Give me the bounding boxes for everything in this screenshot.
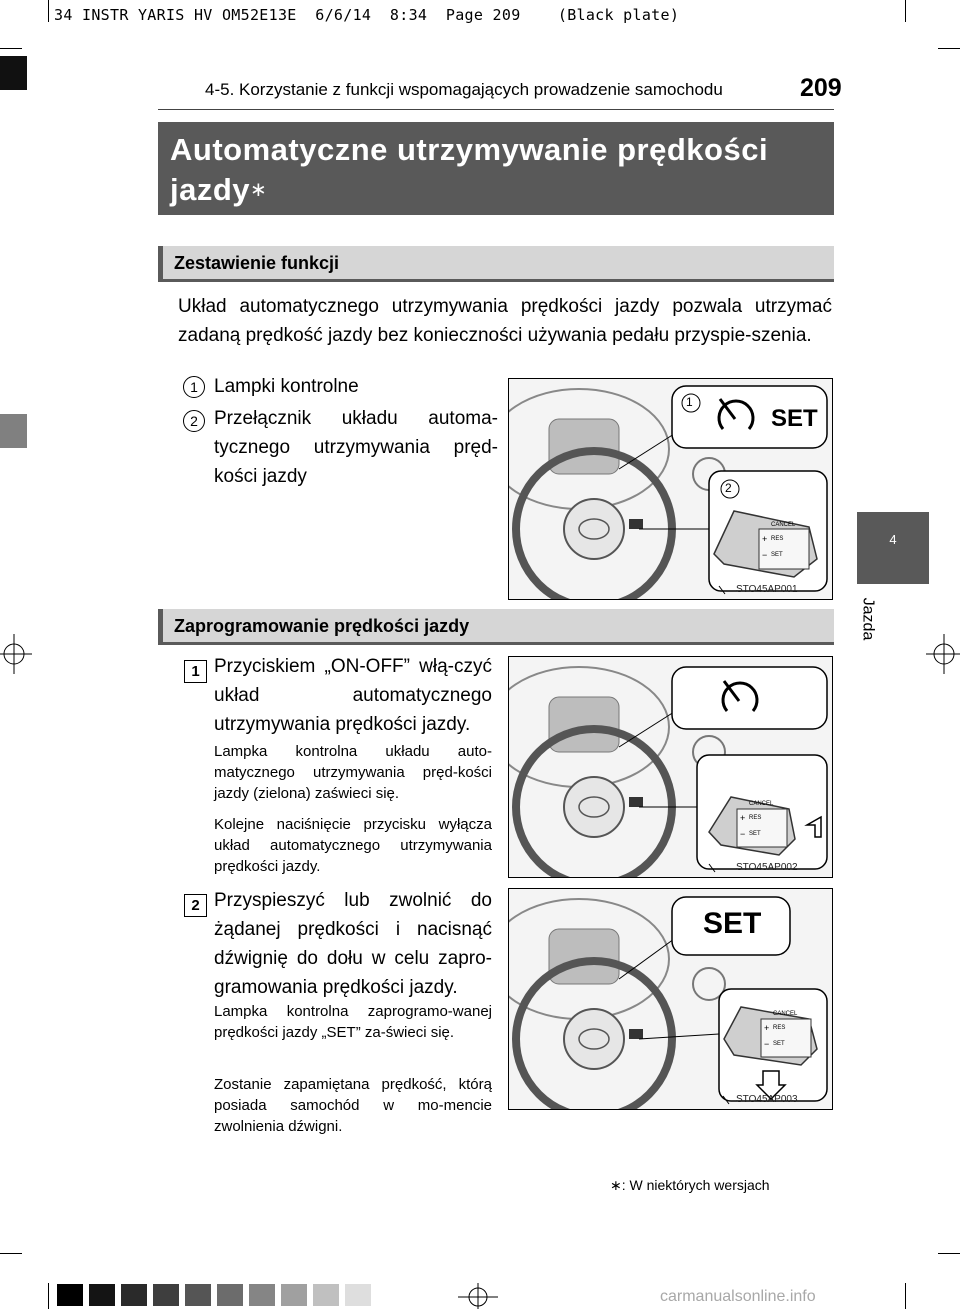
lever-minus-label: − bbox=[762, 550, 768, 560]
crop-mark bbox=[905, 0, 906, 22]
steering-wheel-illustration bbox=[509, 889, 832, 1109]
figure-step-2 bbox=[508, 888, 833, 1110]
crop-mark bbox=[938, 48, 960, 49]
section-accent bbox=[158, 246, 163, 279]
lever-minus-label: − bbox=[764, 1039, 770, 1049]
registration-mark-right bbox=[924, 632, 960, 676]
crop-mark bbox=[905, 1283, 906, 1309]
step-number-1: 1 bbox=[184, 660, 207, 683]
crop-mark bbox=[48, 1283, 49, 1309]
legend-number-1: 1 bbox=[183, 376, 205, 398]
legend-text-2: Przełącznik układu automa-tycznego utrzymywania pręd-kości jazdy bbox=[214, 408, 498, 487]
lever-cancel-label: CANCEL bbox=[773, 1011, 798, 1017]
registration-mark-bottom bbox=[456, 1283, 500, 1309]
set-indicator-label: SET bbox=[703, 907, 762, 940]
callout-number-2: 2 bbox=[725, 481, 732, 495]
lever-res-label: RES bbox=[771, 536, 784, 542]
section-programming-bar bbox=[158, 609, 834, 645]
figure-code-2: STO45AP002 bbox=[736, 862, 798, 873]
step-1-text: Przyciskiem „ON-OFF” włą-czyć układ automatycznego utrzymywania prędkości jazdy. bbox=[214, 656, 492, 735]
left-grey-block bbox=[0, 414, 27, 448]
crop-mark bbox=[48, 0, 49, 22]
set-indicator-label: SET bbox=[771, 405, 818, 432]
lever-res-label: RES bbox=[749, 815, 762, 821]
step-1-note-2: Kolejne naciśnięcie przycisku wyłącza układ automatycznego utrzymywania prędkości jazdy. bbox=[214, 816, 492, 875]
intro-paragraph: Układ automatycznego utrzymywania prędkości jazdy pozwala utrzymać zadaną prędkość jazdy bez konieczności używania pedału przyspie-szenia. bbox=[178, 296, 832, 346]
section-summary-title: Zestawienie funkcji bbox=[174, 253, 340, 273]
chapter-tab-word-box bbox=[859, 592, 880, 652]
lever-plus-label: + bbox=[764, 1023, 770, 1033]
lever-set-label: SET bbox=[773, 1041, 785, 1047]
figure-step-1 bbox=[508, 656, 833, 878]
chapter-tab-number: 4 bbox=[889, 532, 897, 547]
chapter-tab-word: Jazda bbox=[859, 597, 877, 641]
title-line-2 bbox=[170, 170, 822, 210]
page-number: 209 bbox=[800, 74, 842, 102]
legend-text-1: Lampki kontrolne bbox=[214, 376, 359, 397]
chapter-tab bbox=[857, 512, 929, 584]
footnote: ∗: W niektórych wersjach bbox=[610, 1177, 770, 1193]
legend-number-2: 2 bbox=[183, 410, 205, 432]
step-number-2: 2 bbox=[184, 894, 207, 917]
figure-code-1: STO45AP001 bbox=[736, 584, 798, 595]
title-line-1: Automatyczne utrzymywanie prędkości bbox=[170, 132, 769, 167]
registration-mark-left bbox=[0, 632, 34, 676]
watermark: carmanualsonline.info bbox=[660, 1288, 816, 1305]
lever-res-label: RES bbox=[773, 1025, 786, 1031]
crop-mark bbox=[0, 1253, 22, 1254]
lever-set-label: SET bbox=[771, 552, 783, 558]
section-summary-bar bbox=[158, 246, 834, 282]
lever-minus-label: − bbox=[740, 829, 746, 839]
chapter-title-box bbox=[158, 122, 834, 215]
print-slug: 34 INSTR YARIS HV OM52E13E 6/6/14 8:34 Page 209 (Black plate) bbox=[54, 6, 680, 24]
running-head: 4-5. Korzystanie z funkcji wspomagających prowadzenie samochodu bbox=[205, 80, 723, 99]
lever-plus-label: + bbox=[740, 813, 746, 823]
lever-plus-label: + bbox=[762, 534, 768, 544]
step-1-note-1: Lampka kontrolna układu auto-matycznego utrzymywania pręd-kości jazdy (zielona) zaświeci się. bbox=[214, 743, 492, 802]
section-accent bbox=[158, 609, 163, 642]
callout-number-1: 1 bbox=[686, 395, 693, 409]
section-programming-title: Zaprogramowanie prędkości jazdy bbox=[174, 616, 470, 636]
steering-wheel-illustration bbox=[509, 657, 832, 877]
figure-code-3: STO45AP003 bbox=[736, 1094, 798, 1105]
step-2-note-2: Zostanie zapamiętana prędkość, którą posiada samochód w mo-mencie zwolnienia dźwigni. bbox=[214, 1076, 492, 1135]
step-2-text: Przyspieszyć lub zwolnić do żądanej prędkości i nacisnąć dźwignię do dołu w celu zapro-gramowania prędkości jazdy. bbox=[214, 890, 492, 998]
title-footnote-star: ∗ bbox=[250, 179, 268, 201]
title-line-2-text: jazdy bbox=[170, 172, 251, 207]
crop-mark bbox=[0, 48, 22, 49]
figure-summary bbox=[508, 378, 833, 600]
step-2-note-1: Lampka kontrolna zaprogramo-wanej prędkości jazdy „SET” za-świeci się. bbox=[214, 1003, 492, 1041]
lever-cancel-label: CANCEL bbox=[749, 801, 774, 807]
lever-set-label: SET bbox=[749, 831, 761, 837]
left-black-block bbox=[0, 56, 27, 90]
header-rule bbox=[158, 109, 834, 110]
crop-mark bbox=[938, 1253, 960, 1254]
lever-cancel-label: CANCEL bbox=[771, 522, 796, 528]
color-calibration-bar bbox=[57, 1284, 377, 1306]
